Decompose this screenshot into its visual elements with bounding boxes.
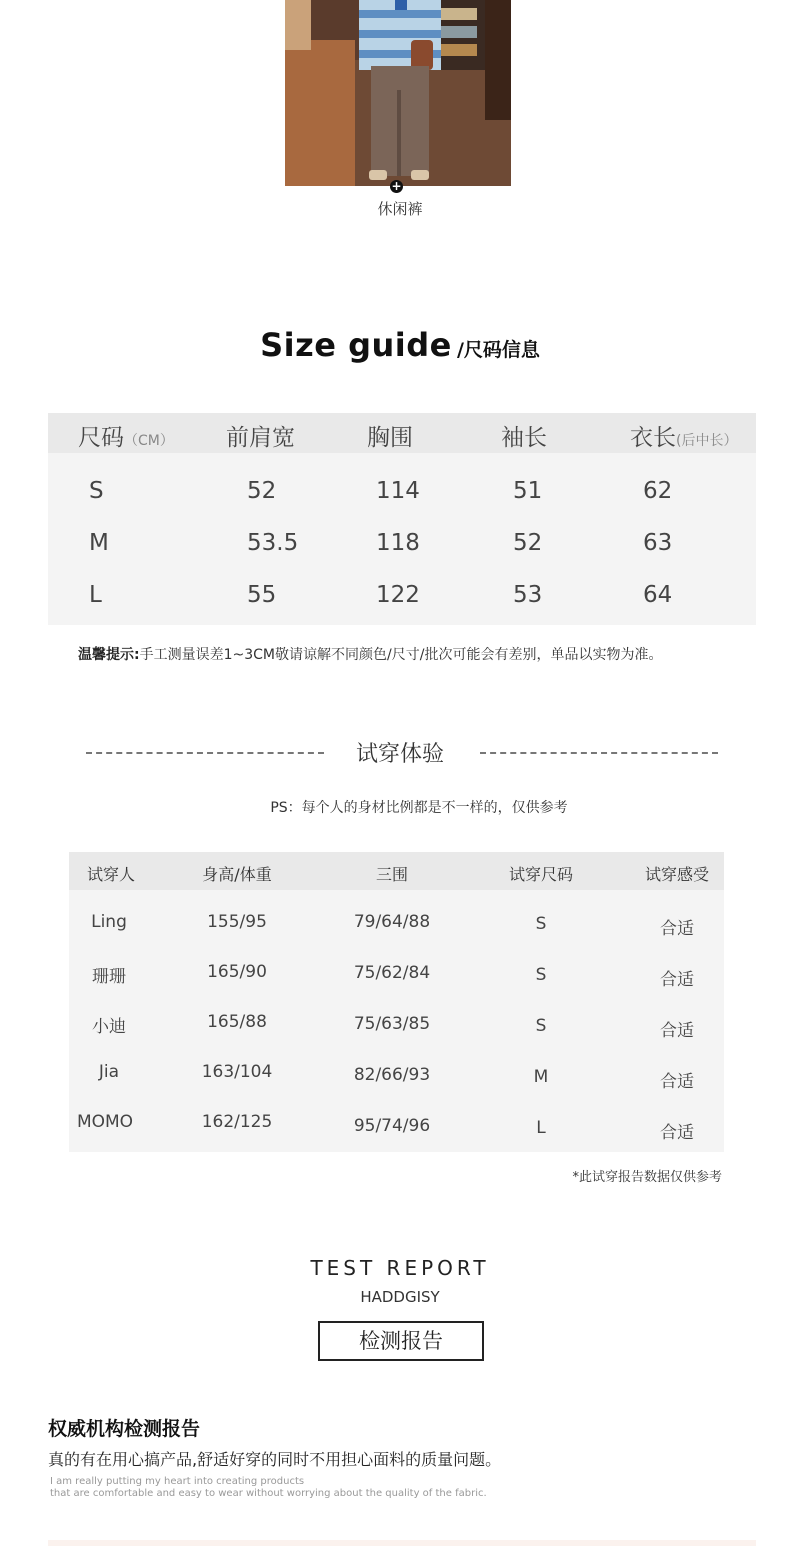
try-cell-size: S	[535, 965, 547, 985]
plus-circle-icon[interactable]: +	[391, 179, 402, 193]
try-cell-person: 珊珊	[92, 967, 126, 987]
authority-report-subtitle: 真的有在用心搞产品,舒适好穿的同时不用担心面料的质量问题。	[48, 1450, 502, 1469]
try-cell-height-weight: 165/88	[207, 1012, 267, 1032]
try-cell-height-weight: 155/95	[207, 912, 267, 932]
size-cell-chest: 122	[376, 582, 420, 608]
size-header-shoulder: 前肩宽	[226, 425, 295, 451]
size-header-length-label: 衣长	[630, 425, 676, 451]
size-cell-sleeve: 53	[513, 582, 543, 608]
try-on-table	[69, 852, 724, 1152]
try-cell-feeling: 合适	[660, 1072, 694, 1092]
try-cell-height-weight: 165/90	[207, 962, 267, 982]
try-cell-feeling: 合适	[660, 970, 694, 990]
size-cell-shoulder: 52	[247, 478, 277, 504]
try-cell-feeling: 合适	[660, 919, 694, 939]
test-report-button[interactable]: 检测报告	[318, 1321, 484, 1361]
try-cell-person: Ling	[91, 912, 127, 932]
size-notice-text: 手工测量误差1~3CM敬请谅解不同颜色/尺寸/批次可能会有差别，单品以实物为准。	[139, 647, 663, 663]
size-cell-length: 64	[643, 582, 673, 608]
bottom-strip	[48, 1540, 756, 1546]
size-header-chest: 胸围	[367, 425, 413, 451]
size-notice-label: 温馨提示:	[78, 647, 140, 663]
size-cell-sleeve: 52	[513, 530, 543, 556]
try-cell-feeling: 合适	[660, 1123, 694, 1143]
try-on-title: 试穿体验	[355, 742, 444, 767]
size-header-size-label: 尺码	[78, 425, 124, 451]
try-header-person: 试穿人	[86, 865, 135, 884]
try-cell-measurements: 82/66/93	[353, 1065, 431, 1085]
size-cell-shoulder: 55	[247, 582, 277, 608]
authority-report-english	[50, 1476, 487, 1500]
size-notice	[78, 644, 662, 664]
try-cell-measurements: 75/62/84	[353, 963, 431, 983]
try-cell-measurements: 95/74/96	[353, 1116, 431, 1136]
size-cell-chest: 114	[376, 478, 420, 504]
try-cell-size: S	[535, 1016, 547, 1036]
try-cell-person: MOMO	[76, 1112, 134, 1132]
size-cell-size: L	[89, 582, 102, 608]
try-on-reference-note: *此试穿报告数据仅供参考	[572, 1170, 722, 1185]
authority-english-line-2: that are comfortable and easy to wear without worrying about the quality of the fabric.	[50, 1488, 487, 1499]
size-header-sleeve: 袖长	[501, 425, 547, 451]
try-cell-measurements: 75/63/85	[353, 1014, 431, 1034]
authority-report-title: 权威机构检测报告	[48, 1418, 201, 1440]
test-report-title: TEST REPORT	[310, 1256, 490, 1280]
size-cell-shoulder: 53.5	[247, 530, 299, 556]
size-cell-sleeve: 51	[513, 478, 543, 504]
size-guide-title-zh: /尺码信息	[456, 339, 540, 361]
try-cell-size: L	[536, 1118, 546, 1138]
try-on-ps-note: PS：每个人的身材比例都是不一样的，仅供参考	[270, 800, 568, 816]
size-cell-chest: 118	[376, 530, 420, 556]
try-cell-feeling: 合适	[660, 1021, 694, 1041]
size-cell-size: S	[89, 478, 104, 504]
product-photo	[285, 0, 511, 186]
try-header-feeling: 试穿感受	[644, 865, 709, 884]
authority-english-line-1: I am really putting my heart into creating products	[50, 1476, 305, 1487]
size-header-length	[630, 419, 737, 452]
try-cell-measurements: 79/64/88	[353, 912, 431, 932]
try-header-height-weight: 身高/体重	[202, 865, 272, 884]
size-guide-title-en: Size guide	[260, 326, 452, 364]
product-photo-illustration	[285, 0, 511, 186]
size-header-unit: （CM）	[124, 433, 174, 449]
try-header-measurements: 三围	[375, 865, 408, 884]
try-cell-size: M	[533, 1067, 549, 1087]
try-cell-size: S	[535, 914, 547, 934]
size-header-length-note: (后中长）	[676, 433, 738, 449]
brand-name: HADDGISY	[360, 1288, 440, 1306]
size-header-size	[78, 419, 174, 452]
try-cell-height-weight: 163/104	[201, 1062, 273, 1082]
product-caption: 休闲裤	[377, 200, 423, 218]
try-cell-person: Jia	[98, 1062, 120, 1082]
size-cell-length: 62	[643, 478, 673, 504]
size-cell-length: 63	[643, 530, 673, 556]
try-header-size: 试穿尺码	[508, 865, 573, 884]
try-cell-height-weight: 162/125	[201, 1112, 273, 1132]
size-guide-title	[0, 326, 800, 364]
try-cell-person: 小迪	[92, 1017, 126, 1037]
size-cell-size: M	[89, 530, 109, 556]
